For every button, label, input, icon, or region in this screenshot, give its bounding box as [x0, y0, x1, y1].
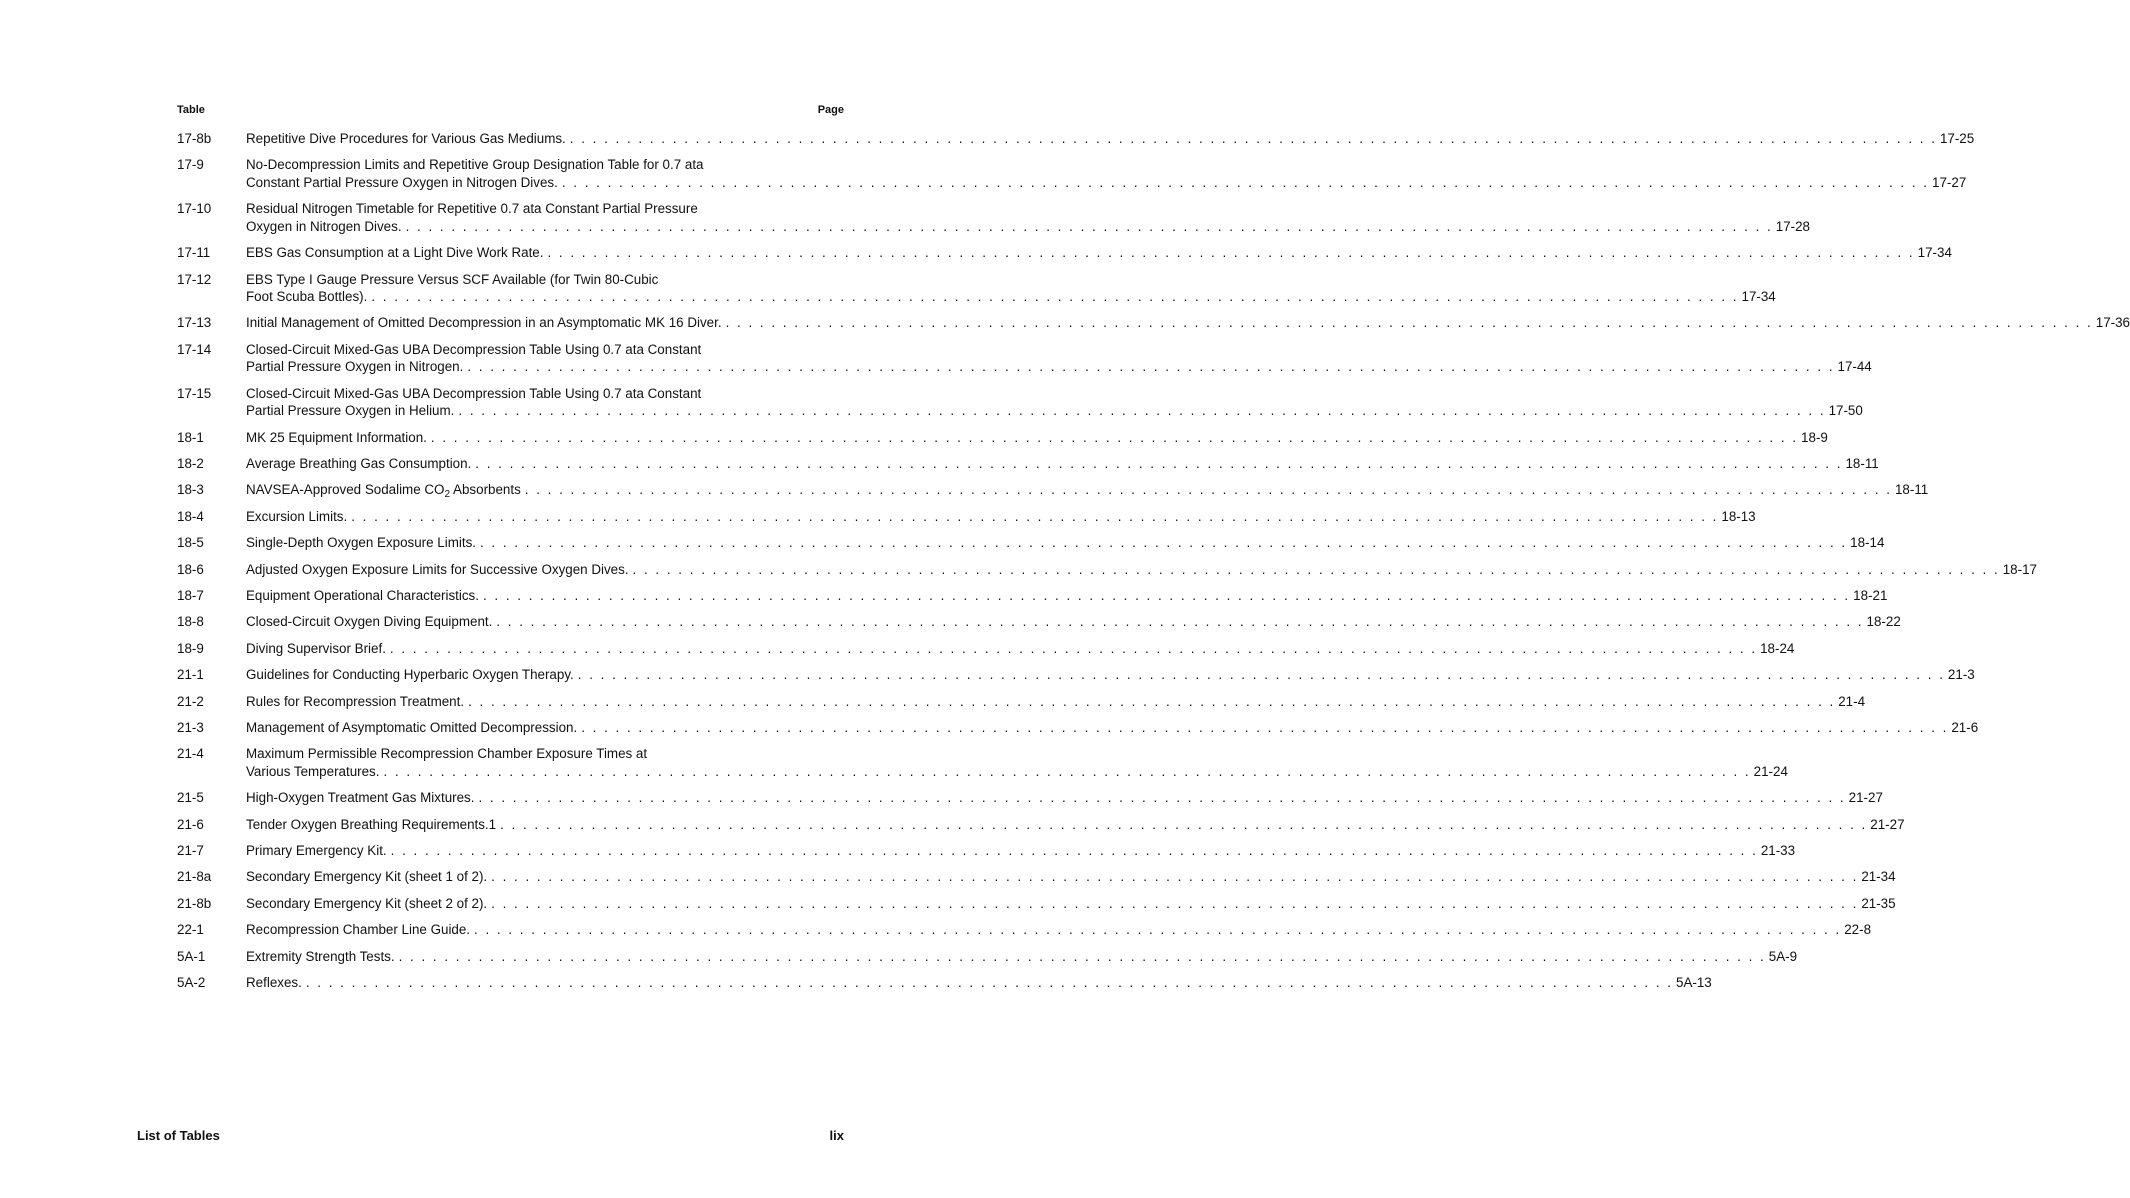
dot-leader: . . . . . . . . . . . . . . . . . . . . . . . . . . . . . . . . . . . . . . . . . . . . . . . . . . . . . . . . . . . . . . . . . . . . . . . . . . . . . . . . . . . . . . . . . . . . . . . . . . . . . . . . . . . . . . . . . . . . . . . . [383, 763, 1751, 779]
entry-title: Initial Management of Omitted Decompression in an Asymptomatic MK 16 Diver. [246, 315, 722, 331]
entry-title: Secondary Emergency Kit (sheet 2 of 2). [246, 895, 488, 911]
page-number: 17-25 [1939, 131, 1975, 146]
dot-leader: . . . . . . . . . . . . . . . . . . . . . . . . . . . . . . . . . . . . . . . . . . . . . . . . . . . . . . . . . . . . . . . . . . . . . . . . . . . . . . . . . . . . . . . . . . . . . . . . . . . . . . . . . . . . . . . . . . . . . . . . [491, 869, 1859, 885]
table-number: 17-13 [177, 315, 212, 331]
entry-title-last-line [246, 130, 1975, 148]
toc-entry[interactable] [177, 640, 1795, 658]
entry-title-last-line [246, 218, 1810, 236]
table-number: 21-1 [177, 667, 204, 683]
entry-title: EBS Gas Consumption at a Light Dive Work Rate. [246, 245, 544, 261]
entry-title: Extremity Strength Tests. [246, 948, 395, 964]
toc-entry[interactable] [177, 130, 1975, 148]
table-number: 21-2 [177, 693, 204, 709]
toc-entry[interactable] [177, 745, 1788, 780]
entry-title-last-line [246, 693, 1866, 711]
dot-leader: . . . . . . . . . . . . . . . . . . . . . . . . . . . . . . . . . . . . . . . . . . . . . . . . . . . . . . . . . . . . . . . . . . . . . . . . . . . . . . . . . . . . . . . . . . . . . . . . . . . . . . . . . . . . . . . . . . . . . . . . [632, 561, 2000, 577]
dot-leader: . . . . . . . . . . . . . . . . . . . . . . . . . . . . . . . . . . . . . . . . . . . . . . . . . . . . . . . . . . . . . . . . . . . . . . . . . . . . . . . . . . . . . . . . . . . . . . . . . . . . . . . . . . . . . . . . . . . . . . . . [581, 719, 1949, 735]
entry-title: High-Oxygen Treatment Gas Mixtures. [246, 790, 475, 806]
entry-body [246, 587, 1888, 605]
entry-title-last-line [246, 402, 1863, 420]
entry-title: Partial Pressure Oxygen in Nitrogen. [246, 359, 464, 375]
entry-title-last-line [246, 868, 1896, 886]
table-number: 21-3 [177, 719, 204, 735]
page-number: 22-8 [1844, 922, 1872, 938]
table-number: 22-1 [177, 922, 204, 938]
page-number: 21-24 [1753, 763, 1788, 779]
entry-title-last-line [246, 244, 1952, 262]
page-number: 21-6 [1951, 719, 1979, 735]
entry-title-last-line [246, 763, 1788, 781]
dot-leader: . . . . . . . . . . . . . . . . . . . . . . . . . . . . . . . . . . . . . . . . . . . . . . . . . . . . . . . . . . . . . . . . . . . . . . . . . . . . . . . . . . . . . . . . . . . . . . . . . . . . . . . . . . . . . . . . . . . . . . . . [475, 456, 1843, 472]
toc-entry[interactable] [177, 868, 1896, 886]
table-number: 18-4 [177, 508, 204, 524]
entry-title-last-line [246, 534, 1885, 552]
entry-title-last-line [246, 666, 1975, 684]
entry-title: Secondary Emergency Kit (sheet 1 of 2). [246, 869, 488, 885]
entry-title-line: Closed-Circuit Mixed-Gas UBA Decompression Table Using 0.7 ata Constant [246, 341, 702, 357]
page-number: 18-17 [2002, 561, 2037, 577]
page-number: 18-21 [1853, 587, 1888, 603]
dot-leader: . . . . . . . . . . . . . . . . . . . . . . . . . . . . . . . . . . . . . . . . . . . . . . . . . . . . . . . . . . . . . . . . . . . . . . . . . . . . . . . . . . . . . . . . . . . . . . . . . . . . . . . . . . . . . . . . . . . . . . . . [491, 895, 1859, 911]
entry-body [246, 385, 1863, 420]
page-number: 18-13 [1721, 508, 1756, 524]
toc-entry[interactable] [177, 534, 1885, 552]
entry-title-line: EBS Type I Gauge Pressure Versus SCF Available (for Twin 80-Cubic [246, 271, 659, 287]
table-number: 17-11 [177, 245, 211, 261]
entry-body [246, 974, 1712, 992]
table-number: 18-3 [177, 482, 204, 498]
page-number: 17-36 [2095, 315, 2130, 331]
entry-title: MK 25 Equipment Information. [246, 429, 427, 445]
table-number: 18-6 [177, 561, 204, 577]
dot-leader: . . . . . . . . . . . . . . . . . . . . . . . . . . . . . . . . . . . . . . . . . . . . . . . . . . . . . . . . . . . . . . . . . . . . . . . . . . . . . . . . . . . . . . . . . . . . . . . . . . . . . . . . . . . . . . . . . . . . . . . . [725, 315, 2093, 331]
table-number: 17-10 [177, 201, 212, 217]
entry-title-last-line [246, 314, 2130, 332]
toc-entry[interactable] [177, 921, 1872, 939]
page-number: 18-24 [1760, 640, 1795, 656]
entry-body [246, 561, 2037, 579]
entry-title: Adjusted Oxygen Exposure Limits for Successive Oxygen Dives. [246, 561, 629, 577]
table-number: 17-14 [177, 341, 212, 357]
entry-body [246, 534, 1885, 552]
dot-leader: . . . . . . . . . . . . . . . . . . . . . . . . . . . . . . . . . . . . . . . . . . . . . . . . . . . . . . . . . . . . . . . . . . . . . . . . . . . . . . . . . . . . . . . . . . . . . . . . . . . . . . . . . . . . . . . . . . . . . . . . [569, 131, 1937, 146]
entry-title: Recompression Chamber Line Guide. [246, 922, 471, 938]
entry-title-last-line [246, 508, 1756, 526]
dot-leader: . . . . . . . . . . . . . . . . . . . . . . . . . . . . . . . . . . . . . . . . . . . . . . . . . . . . . . . . . . . . . . . . . . . . . . . . . . . . . . . . . . . . . . . . . . . . . . . . . . . . . . . . . . . . . . . . . . . . . . . . [398, 948, 1766, 964]
dot-leader: . . . . . . . . . . . . . . . . . . . . . . . . . . . . . . . . . . . . . . . . . . . . . . . . . . . . . . . . . . . . . . . . . . . . . . . . . . . . . . . . . . . . . . . . . . . . . . . . . . . . . . . . . . . . . . . . . . . . . . . . [474, 922, 1842, 938]
page-number: 5A-9 [1768, 948, 1798, 964]
entry-title: Reflexes. [246, 974, 302, 990]
toc-entry[interactable] [177, 200, 1810, 235]
toc-entry[interactable] [177, 455, 1879, 473]
page-number: 17-50 [1828, 403, 1863, 419]
toc-entry[interactable] [177, 156, 1967, 191]
page-number: 17-34 [1917, 245, 1952, 261]
entry-body [246, 314, 2130, 332]
page-number: 21-34 [1861, 869, 1896, 885]
page-number: 17-27 [1932, 174, 1967, 190]
toc-entry[interactable] [177, 719, 1979, 737]
entry-title: Rules for Recompression Treatment. [246, 693, 465, 709]
entry-body [246, 921, 1872, 939]
page-number: 21-3 [1947, 667, 1975, 683]
entry-title-last-line [246, 288, 1776, 306]
entry-title: Excursion Limits. [246, 508, 348, 524]
page-number: 18-9 [1801, 429, 1828, 445]
table-number: 17-8b [177, 131, 212, 146]
entry-body [246, 948, 1798, 966]
toc-entry[interactable] [177, 244, 1952, 262]
toc-entry[interactable] [177, 587, 1888, 605]
toc-entry[interactable] [177, 666, 1975, 684]
toc-entry[interactable] [177, 613, 1901, 631]
toc-entry[interactable] [177, 429, 1828, 447]
entry-body [246, 613, 1901, 631]
page-number: 17-34 [1741, 289, 1776, 305]
page-number: 18-22 [1866, 614, 1901, 630]
entry-body [246, 156, 1967, 191]
entry-body [246, 130, 1975, 148]
page-number: 21-27 [1870, 816, 1905, 832]
table-number: 21-8a [177, 869, 212, 885]
page-number: 21-4 [1838, 693, 1866, 709]
table-number: 21-7 [177, 842, 204, 858]
entry-title-last-line [246, 948, 1798, 966]
entry-body [246, 895, 1896, 913]
entry-title-line: Residual Nitrogen Timetable for Repetitive 0.7 ata Constant Partial Pressure [246, 201, 698, 217]
entry-title-last-line [246, 481, 1929, 501]
entry-body [246, 693, 1866, 711]
entry-title: Equipment Operational Characteristics. [246, 587, 479, 603]
entry-title-last-line [246, 613, 1901, 631]
page-number: 5A-13 [1676, 974, 1712, 990]
table-number: 21-8b [177, 895, 212, 911]
entry-body [246, 745, 1788, 780]
entry-title: Partial Pressure Oxygen in Helium. [246, 403, 455, 419]
table-column-header: Table [177, 104, 205, 116]
entry-title-last-line [246, 816, 1905, 834]
entry-title: Foot Scuba Bottles). [246, 289, 368, 305]
page-number: 21-33 [1760, 842, 1796, 858]
entry-title-last-line [246, 455, 1879, 473]
table-number: 17-9 [177, 157, 204, 173]
table-number: 18-7 [177, 587, 204, 603]
dot-leader: . . . . . . . . . . . . . . . . . . . . . . . . . . . . . . . . . . . . . . . . . . . . . . . . . . . . . . . . . . . . . . . . . . . . . . . . . . . . . . . . . . . . . . . . . . . . . . . . . . . . . . . . . . . . . . . . . . . . . . . . [371, 289, 1739, 305]
entry-body [246, 429, 1828, 447]
dot-leader: . . . . . . . . . . . . . . . . . . . . . . . . . . . . . . . . . . . . . . . . . . . . . . . . . . . . . . . . . . . . . . . . . . . . . . . . . . . . . . . . . . . . . . . . . . . . . . . . . . . . . . . . . . . . . . . . . . . . . . . . [478, 790, 1846, 806]
entry-title-last-line [246, 640, 1795, 658]
dot-leader: . . . . . . . . . . . . . . . . . . . . . . . . . . . . . . . . . . . . . . . . . . . . . . . . . . . . . . . . . . . . . . . . . . . . . . . . . . . . . . . . . . . . . . . . . . . . . . . . . . . . . . . . . . . . . . . . . . . . . . . . [390, 842, 1758, 858]
toc-entry[interactable] [177, 314, 2130, 332]
table-number: 17-15 [177, 385, 212, 401]
dot-leader: . . . . . . . . . . . . . . . . . . . . . . . . . . . . . . . . . . . . . . . . . . . . . . . . . . . . . . . . . . . . . . . . . . . . . . . . . . . . . . . . . . . . . . . . . . . . . . . . . . . . . . . . . . . . . . . . . . . . . . . . [467, 359, 1835, 375]
page-number: 17-28 [1775, 218, 1810, 234]
table-number: 18-2 [177, 456, 204, 472]
dot-leader: . . . . . . . . . . . . . . . . . . . . . . . . . . . . . . . . . . . . . . . . . . . . . . . . . . . . . . . . . . . . . . . . . . . . . . . . . . . . . . . . . . . . . . . . . . . . . . . . . . . . . . . . . . . . . . . . . . . . . . . . [500, 816, 1868, 832]
dot-leader: . . . . . . . . . . . . . . . . . . . . . . . . . . . . . . . . . . . . . . . . . . . . . . . . . . . . . . . . . . . . . . . . . . . . . . . . . . . . . . . . . . . . . . . . . . . . . . . . . . . . . . . . . . . . . . . . . . . . . . . . [389, 640, 1758, 656]
entry-body [246, 666, 1975, 684]
table-number: 18-9 [177, 640, 204, 656]
entry-title-last-line [246, 895, 1896, 913]
entry-title-last-line [246, 789, 1883, 807]
dot-leader: . . . . . . . . . . . . . . . . . . . . . . . . . . . . . . . . . . . . . . . . . . . . . . . . . . . . . . . . . . . . . . . . . . . . . . . . . . . . . . . . . . . . . . . . . . . . . . . . . . . . . . . . . . . . . . . . . . . . . . . . [524, 482, 1892, 498]
entry-title: Primary Emergency Kit. [246, 842, 387, 858]
entry-title: NAVSEA-Approved Sodalime $CO_2$ Absorbents [246, 482, 521, 501]
subscript: 2 [444, 489, 451, 501]
toc-entry[interactable] [177, 561, 2037, 579]
list-of-tables [177, 130, 2130, 991]
toc-entry[interactable] [177, 508, 1756, 526]
entry-title-last-line [246, 429, 1828, 447]
table-number: 21-4 [177, 746, 204, 762]
table-number: 18-8 [177, 614, 204, 630]
toc-entry[interactable] [177, 974, 1712, 992]
toc-entry[interactable] [177, 895, 1896, 913]
page-number: 21-27 [1848, 790, 1883, 806]
dot-leader: . . . . . . . . . . . . . . . . . . . . . . . . . . . . . . . . . . . . . . . . . . . . . . . . . . . . . . . . . . . . . . . . . . . . . . . . . . . . . . . . . . . . . . . . . . . . . . . . . . . . . . . . . . . . . . . . . . . . . . . . [577, 667, 1945, 683]
table-number: 18-5 [177, 535, 204, 551]
page-number: 18-11 [1894, 482, 1929, 498]
entry-body [246, 842, 1796, 860]
table-number: 18-1 [177, 429, 204, 445]
entry-title: Diving Supervisor Brief. [246, 640, 386, 656]
entry-body [246, 789, 1883, 807]
entry-title: Management of Asymptomatic Omitted Decompression. [246, 719, 578, 735]
toc-entry[interactable] [177, 789, 1883, 807]
page-number: 17-44 [1837, 359, 1872, 375]
dot-leader: . . . . . . . . . . . . . . . . . . . . . . . . . . . . . . . . . . . . . . . . . . . . . . . . . . . . . . . . . . . . . . . . . . . . . . . . . . . . . . . . . . . . . . . . . . . . . . . . . . . . . . . . . . . . . . . . . . . . . . . . [482, 587, 1851, 603]
entry-title: Guidelines for Conducting Hyperbaric Oxygen Therapy. [246, 667, 574, 683]
entry-title-last-line [246, 974, 1712, 992]
dot-leader: . . . . . . . . . . . . . . . . . . . . . . . . . . . . . . . . . . . . . . . . . . . . . . . . . . . . . . . . . . . . . . . . . . . . . . . . . . . . . . . . . . . . . . . . . . . . . . . . . . . . . . . . . . . . . . . . . . . . . . . . [305, 974, 1673, 990]
entry-title-last-line [246, 842, 1796, 860]
dot-leader: . . . . . . . . . . . . . . . . . . . . . . . . . . . . . . . . . . . . . . . . . . . . . . . . . . . . . . . . . . . . . . . . . . . . . . . . . . . . . . . . . . . . . . . . . . . . . . . . . . . . . . . . . . . . . . . . . . . . . . . . [547, 245, 1915, 261]
entry-title: Closed-Circuit Oxygen Diving Equipment. [246, 614, 493, 630]
entry-body [246, 868, 1896, 886]
entry-title: Tender Oxygen Breathing Requirements.1 [246, 816, 497, 832]
entry-body [246, 719, 1979, 737]
entry-body [246, 271, 1776, 306]
entry-body [246, 341, 1872, 376]
table-number: 17-12 [177, 271, 212, 287]
entry-body [246, 244, 1952, 262]
entry-title-last-line [246, 587, 1888, 605]
page-number: 21-35 [1861, 895, 1896, 911]
toc-entry[interactable] [177, 271, 1776, 306]
table-number: 5A-2 [177, 974, 206, 990]
page-column-header: Page [817, 104, 844, 116]
toc-entry[interactable] [177, 816, 1905, 834]
entry-title: Average Breathing Gas Consumption. [246, 456, 472, 472]
footer-section-title: List of Tables [137, 1128, 220, 1143]
toc-entry[interactable] [177, 948, 1798, 966]
table-number: 21-6 [177, 816, 204, 832]
entry-body [246, 816, 1905, 834]
entry-title-line: Closed-Circuit Mixed-Gas UBA Decompression Table Using 0.7 ata Constant [246, 385, 702, 401]
entry-body [246, 481, 1929, 501]
page-number: 18-11 [1845, 456, 1879, 472]
dot-leader: . . . . . . . . . . . . . . . . . . . . . . . . . . . . . . . . . . . . . . . . . . . . . . . . . . . . . . . . . . . . . . . . . . . . . . . . . . . . . . . . . . . . . . . . . . . . . . . . . . . . . . . . . . . . . . . . . . . . . . . . [468, 693, 1836, 709]
entry-title-last-line [246, 358, 1872, 376]
dot-leader: . . . . . . . . . . . . . . . . . . . . . . . . . . . . . . . . . . . . . . . . . . . . . . . . . . . . . . . . . . . . . . . . . . . . . . . . . . . . . . . . . . . . . . . . . . . . . . . . . . . . . . . . . . . . . . . . . . . . . . . . [405, 218, 1773, 234]
dot-leader: . . . . . . . . . . . . . . . . . . . . . . . . . . . . . . . . . . . . . . . . . . . . . . . . . . . . . . . . . . . . . . . . . . . . . . . . . . . . . . . . . . . . . . . . . . . . . . . . . . . . . . . . . . . . . . . . . . . . . . . . [458, 403, 1826, 419]
footer-page-number: lix [829, 1128, 844, 1143]
entry-title-line: Maximum Permissible Recompression Chamber Exposure Times at [246, 746, 648, 762]
toc-entry[interactable] [177, 481, 1929, 501]
entry-body [246, 640, 1795, 658]
dot-leader: . . . . . . . . . . . . . . . . . . . . . . . . . . . . . . . . . . . . . . . . . . . . . . . . . . . . . . . . . . . . . . . . . . . . . . . . . . . . . . . . . . . . . . . . . . . . . . . . . . . . . . . . . . . . . . . . . . . . . . . . [430, 429, 1799, 445]
entry-title: Constant Partial Pressure Oxygen in Nitrogen Dives. [246, 174, 558, 190]
entry-title-last-line [246, 921, 1872, 939]
dot-leader: . . . . . . . . . . . . . . . . . . . . . . . . . . . . . . . . . . . . . . . . . . . . . . . . . . . . . . . . . . . . . . . . . . . . . . . . . . . . . . . . . . . . . . . . . . . . . . . . . . . . . . . . . . . . . . . . . . . . . . . . [496, 614, 1864, 630]
table-number: 5A-1 [177, 948, 206, 964]
page-number: 18-14 [1850, 535, 1885, 551]
dot-leader: . . . . . . . . . . . . . . . . . . . . . . . . . . . . . . . . . . . . . . . . . . . . . . . . . . . . . . . . . . . . . . . . . . . . . . . . . . . . . . . . . . . . . . . . . . . . . . . . . . . . . . . . . . . . . . . . . . . . . . . . [351, 508, 1719, 524]
entry-body [246, 455, 1879, 473]
entry-body [246, 200, 1810, 235]
entry-title-last-line [246, 561, 2037, 579]
toc-entry[interactable] [177, 341, 1872, 376]
entry-title-line: No-Decompression Limits and Repetitive Group Designation Table for 0.7 ata [246, 157, 704, 173]
entry-title: Various Temperatures. [246, 763, 380, 779]
entry-title: Single-Depth Oxygen Exposure Limits. [246, 535, 476, 551]
toc-entry[interactable] [177, 693, 1866, 711]
entry-title: Oxygen in Nitrogen Dives. [246, 218, 402, 234]
dot-leader: . . . . . . . . . . . . . . . . . . . . . . . . . . . . . . . . . . . . . . . . . . . . . . . . . . . . . . . . . . . . . . . . . . . . . . . . . . . . . . . . . . . . . . . . . . . . . . . . . . . . . . . . . . . . . . . . . . . . . . . . [479, 535, 1848, 551]
entry-title-last-line [246, 719, 1979, 737]
toc-entry[interactable] [177, 842, 1796, 860]
entry-body [246, 508, 1756, 526]
toc-entry[interactable] [177, 385, 1863, 420]
entry-title: Repetitive Dive Procedures for Various Gas Mediums. [246, 131, 566, 146]
entry-title-last-line [246, 174, 1967, 192]
table-number: 21-5 [177, 790, 204, 806]
dot-leader: . . . . . . . . . . . . . . . . . . . . . . . . . . . . . . . . . . . . . . . . . . . . . . . . . . . . . . . . . . . . . . . . . . . . . . . . . . . . . . . . . . . . . . . . . . . . . . . . . . . . . . . . . . . . . . . . . . . . . . . . [561, 174, 1930, 190]
